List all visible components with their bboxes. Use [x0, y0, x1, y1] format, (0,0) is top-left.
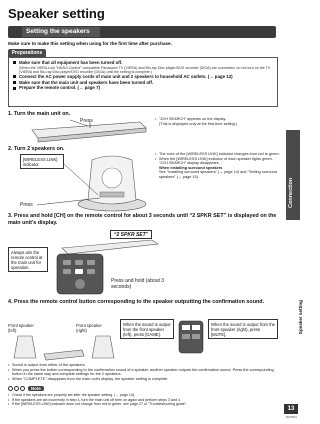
side-tab-label: Connection [288, 177, 294, 208]
step2-heading: 2. Turn 2 speakers on. [8, 146, 65, 152]
step4-note: • When you press the button corresponding to the confirmation sound of a speaker, another speaker outputs the confirmation sound. Press the corresponding button in the same way and complete settings for the 2 speakers. [8, 368, 280, 377]
step4-heading: 4. Press the remote control button corresponding to the speaker outputting the confirmation sound. [8, 299, 265, 305]
note-list [8, 393, 278, 407]
indicator-label-box: [WIRELESS LINK] indicator [20, 154, 64, 169]
step4-notes [8, 363, 280, 381]
speakers-illustration [8, 332, 118, 362]
right-speaker-box: When the sound is output from the front speaker (right), press [MUTE]. [208, 319, 278, 339]
prep-item: Make sure that the main unit and speakers have been turned off. [13, 80, 273, 86]
prep-item: Connect the AC power supply cords of main unit and 2 speakers to household AC outlets. (→ page 12) [13, 74, 273, 80]
note-item: • If the speakers are set incorrectly in step 4, turn the main unit off then on again and perform steps 3 and 4. [8, 398, 278, 403]
section-title: Setting the speakers [22, 27, 100, 37]
step2-note-heading: When installing surround speakers [159, 165, 223, 170]
note-circle-icon [8, 386, 13, 391]
left-speaker-box: When the sound is output from the front speaker (left), press [GAME]. [120, 319, 174, 339]
prep-item: Make sure that all equipment has been turned off. [13, 60, 273, 66]
intro-text: Make sure to make this setting when using for the first time after purchase. [8, 41, 172, 46]
note-circle-icon [14, 386, 19, 391]
display-callout: “2 SPKR SET” [110, 230, 152, 239]
note-item: • If the [WIRELESS LINK] indicator does not change from red to green, see page 27 of "Troubleshooting guide". [8, 402, 278, 407]
note-heading [8, 386, 44, 391]
step2-notes [155, 152, 281, 180]
prep-item: Prepare the remote control. (→ page 7) [13, 85, 273, 91]
connection-side-tab [286, 130, 300, 220]
note-circle-icon [20, 386, 25, 391]
front-right-label: Front speaker (right) [76, 323, 102, 333]
press-hold-label: Press and hold (about 3 seconds) [111, 278, 165, 290]
remote-control-illustration [55, 252, 107, 296]
side-section-label: Speaker setting [298, 300, 303, 335]
prep-sub: (When the VIERA Link "HDAVI Control" compatible Panasonic TV (VIERA) and Blu-ray Disc player/DVD recorder (DIGA) are connected, do not turn on the TV (VIERA) and Blu-ray Disc player/DVD recorder (DIGA) until the setting is complete.) [19, 65, 271, 74]
page-number: 13 [284, 404, 298, 414]
note-label: Note [28, 386, 44, 391]
page-title: Speaker setting [8, 6, 105, 21]
step2-press-label: Press [20, 202, 33, 208]
front-left-label: Front speaker (left) [8, 323, 34, 333]
step3-heading: 3. Press and hold [CH] on the remote control for about 3 seconds until “2 SPKR SET” is displayed on the main unit’s display. [8, 213, 277, 226]
step2-note: See "Installing surround speakers" (→ page 14) and "Setting surround speakers" (→ page 15). [159, 170, 277, 179]
step1-press-label: Press [80, 118, 93, 124]
step2-note: • When the [WIRELESS LINK] indicator of each speaker lights green, "2CH SEARCH" display disappears. [155, 157, 281, 166]
preparations-tab: Preparations [8, 49, 46, 57]
page-code: RQT9521 [285, 416, 297, 419]
note-item: • Check if the speakers are properly set after the speaker setting. (→ page 14) [8, 393, 278, 398]
step2-note: • The color of the [WIRELESS LINK] indicator changes from red to green. [155, 152, 281, 157]
step1-note: • "2CH SEARCH" appears on the display. [155, 117, 280, 122]
remote-buttons-illustration [178, 320, 204, 354]
step4-note: • Sound is output from either of the speakers. [8, 363, 280, 368]
step4-note: • When "COMPLETE" disappears from the main unit's display, the speaker setting is complete. [8, 377, 280, 382]
aim-note-box: Always aim the remote control at the main unit for operation. [8, 247, 48, 272]
step1-heading: 1. Turn the main unit on. [8, 111, 71, 117]
step1-note: (This is displayed only at the first-time setting.) [159, 121, 238, 126]
